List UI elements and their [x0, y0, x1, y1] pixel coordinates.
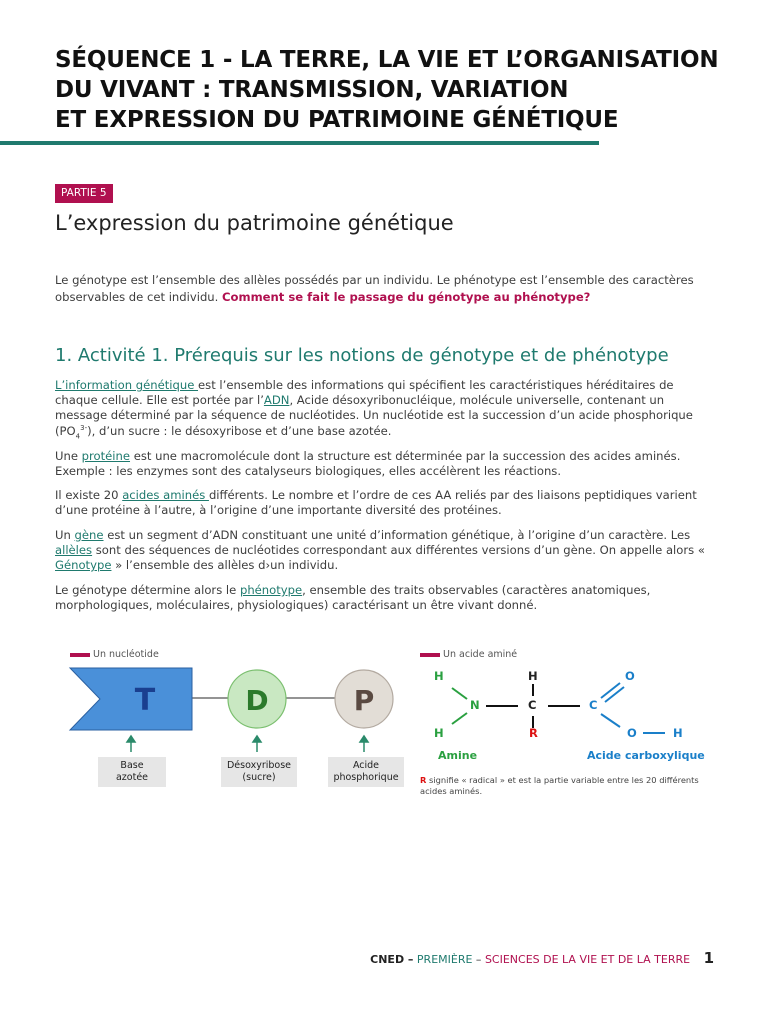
label-line: Base	[120, 760, 144, 771]
intro-question: Comment se fait le passage du génotype au phénotype?	[222, 289, 591, 304]
bond-h-n-bottom	[452, 713, 467, 724]
activity-heading: 1. Activité 1. Prérequis sur les notions de génotype et de phénotype	[55, 345, 669, 366]
link-acides-amines[interactable]: acides aminés	[122, 488, 209, 502]
text: est une macromolécule dont la structure est déterminée par la succession des acides aminés. Exemple : les enzymes sont des catalyseurs biologiques, elles accélèrent les réactions.	[55, 449, 681, 479]
atom-h-bottom-left: H	[434, 726, 444, 740]
sugar-letter: D	[245, 684, 269, 717]
atom-h-right: H	[673, 726, 683, 740]
arrow-phosphate-head	[360, 736, 368, 742]
text: est l’ensemble des informations qui spécifient les caractéristiques héréditaires de chaque cellule. Elle est portée par l’	[55, 378, 674, 408]
text: ), d’un sucre : le désoxyribose et d’une base azotée.	[87, 423, 392, 438]
atom-h-top: H	[528, 669, 538, 683]
double-bond-2	[605, 687, 624, 702]
text: » l’ensemble des allèles d›un individu.	[111, 558, 339, 573]
text: sont des séquences de nucléotides correspondant aux différentes versions d’un gène. On appelle alors «	[92, 543, 705, 558]
caption-text: Un nucléotide	[93, 649, 159, 660]
base-letter: T	[134, 683, 156, 718]
intro-text: Le génotype est l’ensemble des allèles possédés par un individu. Le phénotype est l’ensemble des caractères observables de cet individu.	[55, 273, 694, 304]
label-acide-phosphorique	[328, 757, 404, 787]
arrow-group	[127, 736, 368, 752]
part-badge: PARTIE 5	[55, 184, 113, 203]
link-phenotype[interactable]: phénotype	[239, 583, 303, 597]
label-line: Désoxyribose	[226, 760, 292, 771]
text: Un	[55, 528, 75, 542]
title-line: DU VIVANT : TRANSMISSION, VARIATION	[55, 77, 569, 103]
label-base-azotee	[98, 757, 166, 787]
atom-r: R	[529, 726, 538, 740]
text: , ensemble des traits observables (caractères anatomiques, morphologiques, moléculaires, physiologiques) caractérisant un être vivant donné.	[55, 583, 651, 613]
text: est un segment d’ADN constituant une unité d’information génétique, à l’origine d’un caractère. Les	[103, 528, 691, 542]
radical-note	[420, 775, 720, 797]
link-proteine[interactable]: protéine	[81, 449, 131, 463]
label-desoxyribose	[221, 757, 297, 787]
bond-h-n-top	[452, 688, 467, 699]
title-line: SÉQUENCE 1 - LA TERRE, LA VIE ET L’ORGANISATION	[55, 47, 719, 73]
atom-c-right: C	[589, 698, 598, 712]
caption-marker	[420, 653, 440, 657]
link-genotype[interactable]: Génotype	[55, 558, 112, 573]
atom-c-center: C	[528, 698, 537, 712]
link-information-genetique[interactable]: L’information génétique	[55, 378, 199, 392]
link-adn[interactable]: ADN	[263, 393, 290, 408]
footer-cned: CNED –	[370, 953, 414, 966]
page-number: 1	[703, 949, 714, 967]
text: Le génotype détermine alors le	[55, 583, 240, 597]
arrow-base-head	[127, 736, 135, 742]
footer-level: PREMIÈRE	[416, 953, 473, 966]
arrow-sugar-head	[253, 736, 261, 742]
atom-n: N	[470, 698, 480, 712]
text: Il existe 20	[55, 488, 123, 502]
atom-o-bottom: O	[627, 726, 637, 740]
label-acide-carboxylique: Acide carboxylique	[587, 749, 705, 762]
footer-dash: –	[472, 953, 485, 966]
label-line: Acide	[352, 760, 380, 771]
double-bond-1	[601, 683, 620, 698]
subscript: 4	[75, 431, 81, 440]
footer-subject: SCIENCES DE LA VIE ET DE LA TERRE	[484, 953, 691, 966]
atom-o-top: O	[625, 669, 635, 683]
text: différents. Le nombre et l’ordre de ces AA reliés par des liaisons peptidiques varient d’une protéine à l’autre, à l’origine d’une importante diversité des protéines.	[55, 488, 697, 518]
title-line: ET EXPRESSION DU PATRIMOINE GÉNÉTIQUE	[55, 107, 619, 133]
label-line: phosphorique	[333, 772, 399, 783]
bond-c-o	[601, 714, 620, 727]
text: , Acide désoxyribonucléique, molécule universelle, contenant un message déterminé par la séquence de nucléotides. Un nucléotide est la succession d’un acide phosphorique (PO	[55, 393, 693, 438]
link-gene[interactable]: gène	[74, 528, 104, 542]
label-line: azotée	[115, 772, 149, 783]
page-footer	[370, 949, 714, 967]
text: Une	[55, 449, 82, 463]
caption-text: Un acide aminé	[443, 649, 518, 660]
note-text: signifie « radical » et est la partie variable entre les 20 différents acides aminés.	[420, 775, 699, 796]
label-line: (sucre)	[242, 772, 276, 783]
link-alleles[interactable]: allèles	[55, 543, 93, 558]
section-title: L’expression du patrimoine génétique	[55, 211, 454, 235]
note-r: R	[420, 775, 427, 785]
phosphate-letter: P	[353, 684, 375, 717]
atom-h-top-left: H	[434, 669, 444, 683]
base-shape	[70, 668, 192, 730]
figure-caption-amino-acid	[420, 649, 517, 661]
superscript: 3-	[80, 423, 88, 432]
label-amine: Amine	[438, 749, 478, 762]
